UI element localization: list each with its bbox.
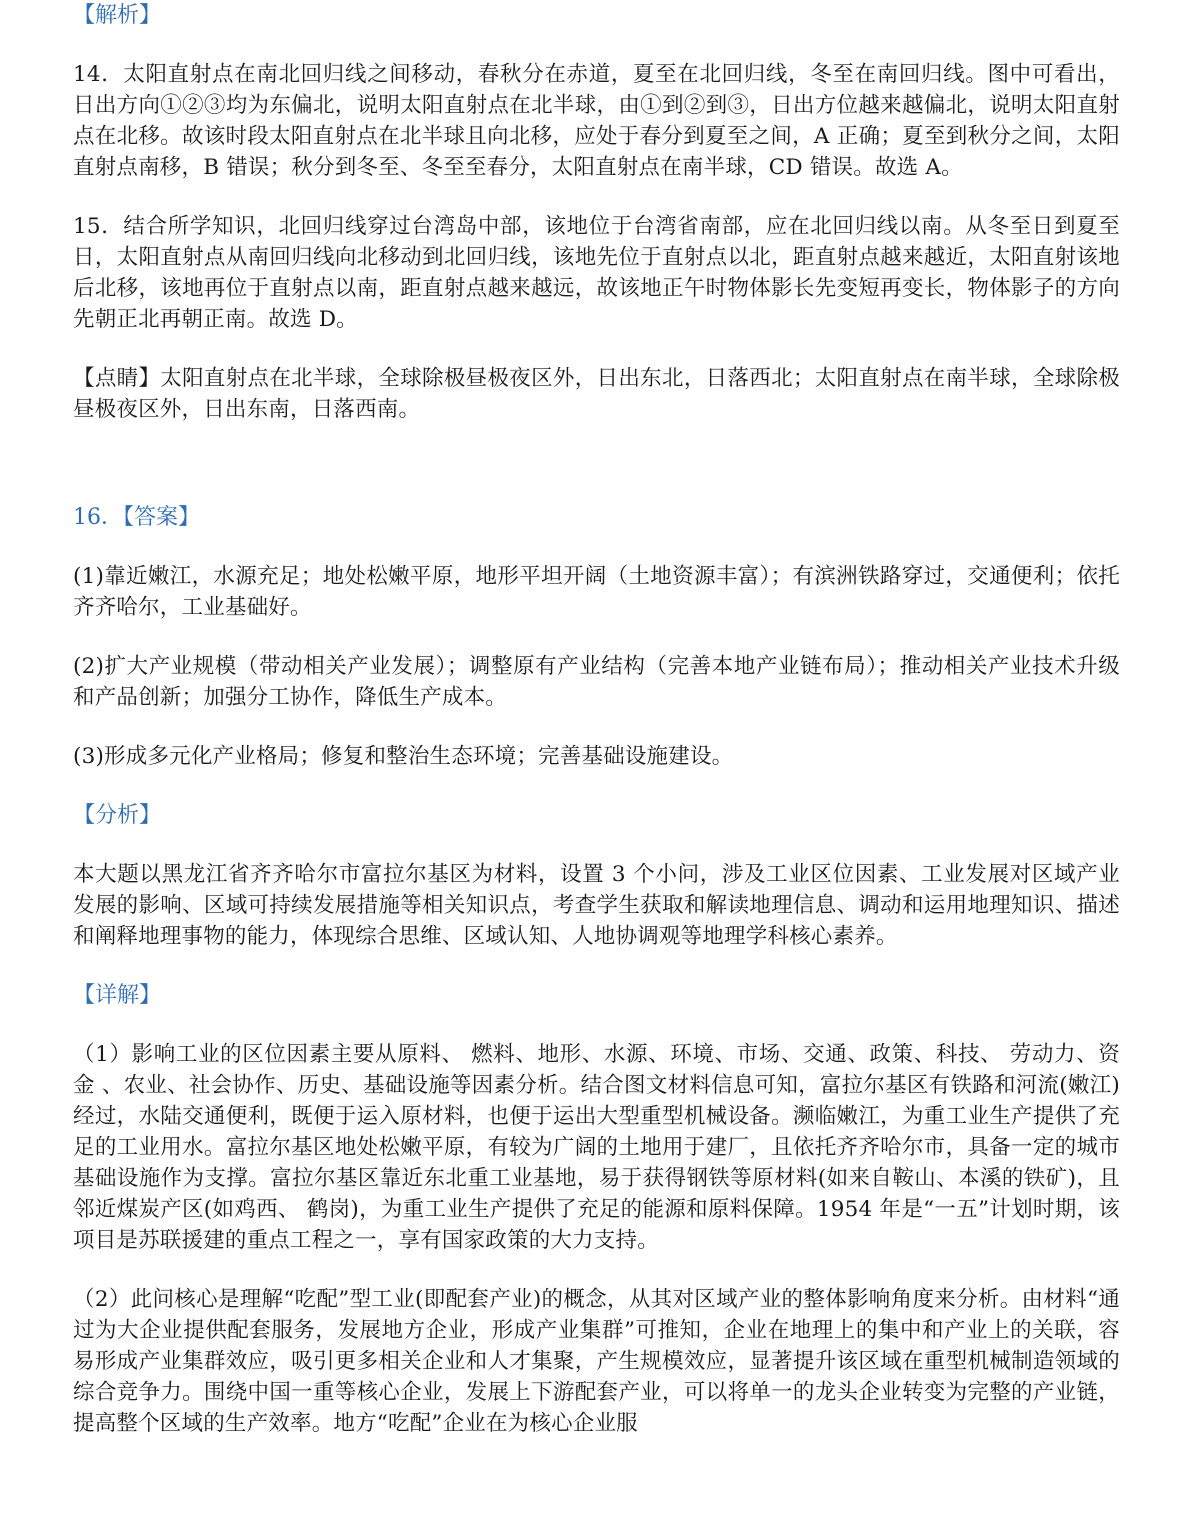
section-heading: 【分析】 bbox=[73, 803, 162, 828]
block-gap bbox=[73, 1256, 1120, 1284]
block-gap bbox=[73, 713, 1120, 741]
body-paragraph: 【点睛】太阳直射点在北半球，全球除极昼极夜区外，日出东北，日落西北；太阳直射点在南半球，全球除极昼极夜区外，日出东南，日落西南。 bbox=[73, 366, 1120, 422]
block-gap bbox=[73, 533, 1120, 561]
block-gap bbox=[73, 623, 1120, 651]
body-paragraph: 本大题以黑龙江省齐齐哈尔市富拉尔基区为材料，设置 3 个小问，涉及工业区位因素、工业发展对区域产业发展的影响、区域可持续发展措施等相关知识点，考查学生获取和解读地理信息、调动和运用地理知识、描述和阐释地理事物的能力，体现综合思维、区域认知、人地协调观等地理学科核心素养。 bbox=[73, 862, 1120, 949]
body-paragraph: 15．结合所学知识，北回归线穿过台湾岛中部，该地位于台湾省南部，应在北回归线以南。从冬至日到夏至日，太阳直射点从南回归线向北移动到北回归线，该地先位于直射点以北，距直射点越来越近，太阳直射该地后北移，该地再位于直射点以南，距直射点越来越远，故该地正午时物体影长先变短再变长，物体影子的方向先朝正北再朝正南。故选 D。 bbox=[73, 214, 1120, 332]
body-paragraph: (3)形成多元化产业格局；修复和整治生态环境；完善基础设施建设。 bbox=[73, 744, 734, 769]
section-heading: 【解析】 bbox=[73, 3, 162, 28]
block-gap bbox=[73, 952, 1120, 980]
body-paragraph: （1）影响工业的区位因素主要从原料、 燃料、地形、水源、环境、市场、交通、政策、科技、 劳动力、资金 、农业、社会协作、历史、基础设施等因素分析。结合图文材料信息可知，富拉尔基区有铁路和河流(嫩江)经过，水陆交通便利，既便于运入原材料，也便于运出大型重型机械设备。濒临嫩江，为重工业生产提供了充足的工业用水。富拉尔基区地处松嫩平原，有较为广阔的土地用于建厂，且依托齐齐哈尔市，具备一定的城市基础设施作为支撑。富拉尔基区靠近东北重工业基地，易于获得钢铁等原材料(如来自鞍山、本溪的铁矿)，且邻近煤炭产区(如鸡西、 鹤岗)，为重工业生产提供了充足的能源和原料保障。1954 年是“一五”计划时期，该项目是苏联援建的重点工程之一，享有国家政策的大力支持。 bbox=[73, 1042, 1120, 1253]
block-gap bbox=[73, 772, 1120, 800]
block-gap bbox=[73, 31, 1120, 59]
section-heading: 16．【答案】 bbox=[73, 505, 200, 530]
section-heading: 【详解】 bbox=[73, 983, 162, 1008]
body-paragraph: (1)靠近嫩江，水源充足；地处松嫩平原，地形平坦开阔（土地资源丰富）；有滨洲铁路穿过，交通便利；依托齐齐哈尔，工业基础好。 bbox=[73, 564, 1120, 620]
document-page bbox=[73, 0, 1120, 1439]
block-gap bbox=[73, 831, 1120, 859]
block-gap bbox=[73, 183, 1120, 211]
body-paragraph: 14．太阳直射点在南北回归线之间移动，春秋分在赤道，夏至在北回归线，冬至在南回归线。图中可看出，日出方向①②③均为东偏北，说明太阳直射点在北半球，由①到②到③，日出方位越来越偏北，说明太阳直射点在北移。故该时段太阳直射点在北半球且向北移，应处于春分到夏至之间，A 正确；夏至到秋分之间，太阳直射点南移，B 错误；秋分到冬至、冬至至春分，太阳直射点在南半球，CD 错误。故选 A。 bbox=[73, 62, 1120, 180]
block-gap bbox=[73, 335, 1120, 363]
block-gap bbox=[73, 1011, 1120, 1039]
body-paragraph: (2)扩大产业规模（带动相关产业发展）；调整原有产业结构（完善本地产业链布局）；推动相关产业技术升级和产品创新；加强分工协作，降低生产成本。 bbox=[73, 654, 1120, 710]
body-paragraph: （2）此问核心是理解“吃配”型工业(即配套产业)的概念，从其对区域产业的整体影响角度来分析。由材料“通过为大企业提供配套服务，发展地方企业，形成产业集群”可推知，企业在地理上的集中和产业上的关联，容易形成产业集群效应，吸引更多相关企业和人才集聚，产生规模效应，显著提升该区域在重型机械制造领域的综合竞争力。围绕中国一重等核心企业，发展上下游配套产业，可以将单一的龙头企业转变为完整的产业链，提高整个区域的生产效率。地方“吃配”企业在为核心企业服 bbox=[73, 1287, 1120, 1436]
block-gap bbox=[73, 425, 1120, 502]
